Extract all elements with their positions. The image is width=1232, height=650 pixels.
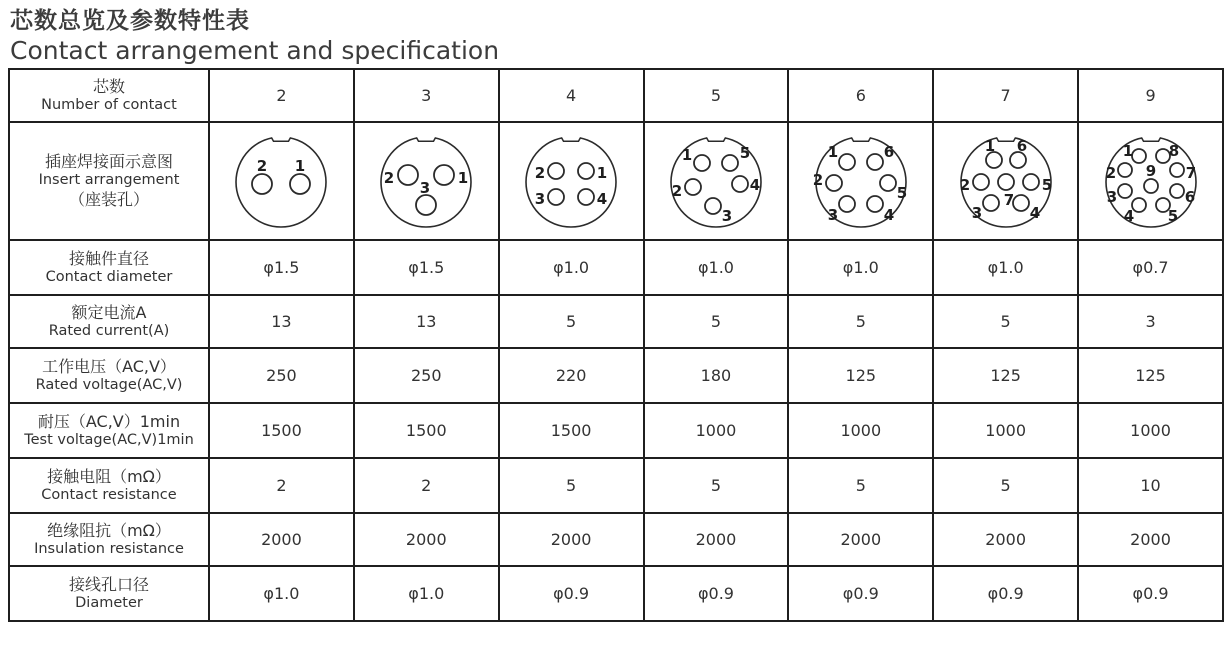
cell-contact_resistance-6pin: 5 — [788, 458, 933, 513]
page-title-en: Contact arrangement and specification — [10, 36, 500, 65]
pin-9-number-label: 9 — [1145, 162, 1156, 180]
cell-test_voltage-3pin: 1500 — [354, 403, 499, 458]
cell-contact_resistance-7pin: 5 — [933, 458, 1078, 513]
row-header-en: Contact resistance — [41, 486, 177, 503]
pin-3-hole-icon — [548, 189, 564, 205]
row-header-en: Insulation resistance — [34, 540, 184, 557]
cell-rated_current-5pin: 5 — [644, 295, 789, 348]
pin-6-number-label: 6 — [1184, 188, 1195, 206]
pin-3-number-label: 3 — [971, 204, 982, 222]
cell-test_voltage-7pin: 1000 — [933, 403, 1078, 458]
cell-rated_current-7pin: 5 — [933, 295, 1078, 348]
connector-face-3-pin — [366, 125, 486, 237]
row-header-wire_hole_diameter — [9, 566, 209, 621]
connector-face-6-pin — [801, 125, 921, 237]
pin-7-number-label: 7 — [1003, 191, 1014, 209]
pin-1-hole-icon — [578, 163, 594, 179]
pin-5-number-label: 5 — [739, 144, 751, 162]
row-header-en: Test voltage(AC,V)1min — [24, 431, 194, 448]
row-header-en: Contact diameter — [45, 268, 173, 285]
cell-wire_hole_diameter-7pin: φ0.9 — [933, 566, 1078, 621]
page-title-block — [0, 0, 1232, 68]
cell-rated_voltage-6pin: 125 — [788, 348, 933, 403]
connector-face-9-pin — [1091, 125, 1211, 237]
pin-3-number-label: 3 — [534, 190, 546, 208]
cell-contact_resistance-3pin: 2 — [354, 458, 499, 513]
row-header-rated_current — [9, 295, 209, 348]
cell-insulation_resistance-9pin: 2000 — [1078, 513, 1223, 566]
insert-arrangement-cell-3-pin — [354, 122, 499, 240]
table-row-wire_hole_diameter — [9, 566, 1223, 621]
cell-test_voltage-4pin: 1500 — [499, 403, 644, 458]
cell-insulation_resistance-6pin: 2000 — [788, 513, 933, 566]
pin-3-hole-icon — [705, 198, 721, 214]
insert-arrangement-cell-2-pin — [209, 122, 354, 240]
pin-4-hole-icon — [732, 176, 748, 192]
pin-2-hole-icon — [973, 174, 989, 190]
cell-contact_resistance-5pin: 5 — [644, 458, 789, 513]
row-header-en: Number of contact — [41, 96, 177, 113]
pin-4-hole-icon — [867, 196, 883, 212]
contact-specification-table — [8, 68, 1224, 622]
row-header-zh: 接触电阻（mΩ） — [47, 466, 171, 486]
connector-face-2-pin — [221, 125, 341, 237]
pin-2-hole-icon — [685, 179, 701, 195]
cell-rated_current-3pin: 13 — [354, 295, 499, 348]
pin-5-hole-icon — [722, 155, 738, 171]
pin-1-number-label: 1 — [827, 143, 839, 161]
pin-1-number-label: 1 — [681, 146, 693, 164]
connector-face-5-pin — [656, 125, 776, 237]
cell-rated_current-9pin: 3 — [1078, 295, 1223, 348]
insert-arrangement-cell-9-pin — [1078, 122, 1223, 240]
insert-arrangement-cell-6-pin — [788, 122, 933, 240]
page-title-zh: 芯数总览及参数特性表 — [10, 8, 250, 34]
table-row-diagram — [9, 122, 1223, 240]
pin-2-hole-icon — [398, 165, 418, 185]
pin-2-number-label: 2 — [671, 182, 683, 200]
insert-arrangement-cell-4-pin — [499, 122, 644, 240]
cell-wire_hole_diameter-4pin: φ0.9 — [499, 566, 644, 621]
row-header-zh: 绝缘阻抗（mΩ） — [47, 520, 171, 540]
pin-1-number-label: 1 — [295, 157, 306, 175]
pin-4-number-label: 4 — [749, 176, 761, 194]
cell-contact_diameter-3pin: φ1.5 — [354, 240, 499, 295]
pin-6-number-label: 6 — [1016, 137, 1027, 155]
contact-specification-table-body — [9, 69, 1223, 621]
cell-contact_diameter-7pin: φ1.0 — [933, 240, 1078, 295]
pin-3-hole-icon — [416, 195, 436, 215]
pin-5-number-label: 5 — [1041, 176, 1052, 194]
cell-wire_hole_diameter-9pin: φ0.9 — [1078, 566, 1223, 621]
pin-5-hole-icon — [1023, 174, 1039, 190]
cell-contact_resistance-9pin: 10 — [1078, 458, 1223, 513]
cell-rated_voltage-3pin: 250 — [354, 348, 499, 403]
cell-contact_diameter-9pin: φ0.7 — [1078, 240, 1223, 295]
pin-5-number-label: 5 — [896, 184, 908, 202]
cell-contact_diameter-6pin: φ1.0 — [788, 240, 933, 295]
connector-face-4-pin — [511, 125, 631, 237]
cell-contacts-7pin: 7 — [933, 69, 1078, 122]
pin-2-hole-icon — [548, 163, 564, 179]
cell-insulation_resistance-4pin: 2000 — [499, 513, 644, 566]
cell-contacts-9pin: 9 — [1078, 69, 1223, 122]
cell-contacts-6pin: 6 — [788, 69, 933, 122]
pin-2-number-label: 2 — [534, 164, 546, 182]
table-row-rated_voltage — [9, 348, 1223, 403]
cell-contact_diameter-4pin: φ1.0 — [499, 240, 644, 295]
row-header-note: （座装孔） — [68, 189, 149, 209]
pin-1-hole-icon — [434, 165, 454, 185]
connector-face-7-pin — [946, 125, 1066, 237]
pin-1-number-label: 1 — [1122, 142, 1133, 160]
row-header-test_voltage — [9, 403, 209, 458]
table-row-contact_resistance — [9, 458, 1223, 513]
row-header-en: Rated current(A) — [48, 322, 170, 339]
row-header-zh: 额定电流A — [71, 302, 147, 322]
pin-3-number-label: 3 — [420, 179, 431, 197]
pin-3-number-label: 3 — [1106, 188, 1117, 206]
cell-insulation_resistance-2pin: 2000 — [209, 513, 354, 566]
pin-4-hole-icon — [578, 189, 594, 205]
pin-7-hole-icon — [998, 174, 1014, 190]
pin-6-hole-icon — [867, 154, 883, 170]
table-row-test_voltage — [9, 403, 1223, 458]
row-header-zh: 插座焊接面示意图 — [44, 152, 173, 172]
pin-7-hole-icon — [1170, 163, 1184, 177]
pin-2-hole-icon — [826, 175, 842, 191]
pin-6-number-label: 6 — [883, 143, 895, 161]
row-header-contacts — [9, 69, 209, 122]
pin-4-number-label: 4 — [883, 206, 895, 224]
pin-3-hole-icon — [839, 196, 855, 212]
cell-rated_voltage-7pin: 125 — [933, 348, 1078, 403]
cell-insulation_resistance-5pin: 2000 — [644, 513, 789, 566]
table-row-contacts — [9, 69, 1223, 122]
row-header-zh: 芯数 — [92, 76, 125, 96]
row-header-rated_voltage — [9, 348, 209, 403]
pin-3-hole-icon — [1118, 184, 1132, 198]
pin-2-number-label: 2 — [812, 171, 824, 189]
cell-rated_current-4pin: 5 — [499, 295, 644, 348]
row-header-insulation_resistance — [9, 513, 209, 566]
pin-4-hole-icon — [1013, 195, 1029, 211]
cell-test_voltage-9pin: 1000 — [1078, 403, 1223, 458]
pin-5-number-label: 5 — [1167, 207, 1178, 225]
cell-rated_current-2pin: 13 — [209, 295, 354, 348]
pin-5-hole-icon — [880, 175, 896, 191]
pin-1-number-label: 1 — [458, 169, 469, 187]
cell-insulation_resistance-7pin: 2000 — [933, 513, 1078, 566]
cell-contact_diameter-5pin: φ1.0 — [644, 240, 789, 295]
cell-contact_resistance-2pin: 2 — [209, 458, 354, 513]
row-header-zh: 耐压（AC,V）1min — [37, 411, 181, 431]
row-header-en: Insert arrangement — [38, 172, 180, 189]
pin-1-hole-icon — [1132, 149, 1146, 163]
cell-wire_hole_diameter-6pin: φ0.9 — [788, 566, 933, 621]
cell-test_voltage-6pin: 1000 — [788, 403, 933, 458]
cell-contact_diameter-2pin: φ1.5 — [209, 240, 354, 295]
pin-1-hole-icon — [290, 174, 310, 194]
pin-2-hole-icon — [252, 174, 272, 194]
pin-1-hole-icon — [839, 154, 855, 170]
row-header-en: Rated voltage(AC,V) — [35, 376, 183, 393]
pin-2-hole-icon — [1118, 163, 1132, 177]
pin-1-number-label: 1 — [596, 164, 608, 182]
cell-contacts-2pin: 2 — [209, 69, 354, 122]
pin-4-number-label: 4 — [1123, 207, 1134, 225]
cell-rated_voltage-9pin: 125 — [1078, 348, 1223, 403]
insert-arrangement-cell-7-pin — [933, 122, 1078, 240]
table-row-contact_diameter — [9, 240, 1223, 295]
cell-rated_voltage-5pin: 180 — [644, 348, 789, 403]
cell-wire_hole_diameter-3pin: φ1.0 — [354, 566, 499, 621]
row-header-zh: 工作电压（AC,V） — [42, 356, 176, 376]
cell-wire_hole_diameter-2pin: φ1.0 — [209, 566, 354, 621]
pin-8-number-label: 8 — [1168, 142, 1179, 160]
pin-2-number-label: 2 — [257, 157, 268, 175]
cell-wire_hole_diameter-5pin: φ0.9 — [644, 566, 789, 621]
pin-7-number-label: 7 — [1185, 164, 1196, 182]
pin-9-hole-icon — [1144, 179, 1158, 193]
insert-arrangement-cell-5-pin — [644, 122, 789, 240]
row-header-contact_diameter — [9, 240, 209, 295]
pin-3-hole-icon — [983, 195, 999, 211]
row-header-zh: 接触件直径 — [68, 248, 149, 268]
table-row-rated_current — [9, 295, 1223, 348]
table-row-insulation_resistance — [9, 513, 1223, 566]
cell-test_voltage-2pin: 1500 — [209, 403, 354, 458]
pin-2-number-label: 2 — [1105, 164, 1116, 182]
pin-2-number-label: 2 — [959, 176, 970, 194]
pin-2-number-label: 2 — [384, 169, 395, 187]
pin-6-hole-icon — [1170, 184, 1184, 198]
row-header-diagram — [9, 122, 209, 240]
cell-rated_current-6pin: 5 — [788, 295, 933, 348]
cell-contact_resistance-4pin: 5 — [499, 458, 644, 513]
row-header-zh: 接线孔口径 — [68, 574, 149, 594]
pin-3-number-label: 3 — [721, 207, 733, 225]
pin-4-number-label: 4 — [1029, 204, 1040, 222]
cell-test_voltage-5pin: 1000 — [644, 403, 789, 458]
row-header-contact_resistance — [9, 458, 209, 513]
row-header-en: Diameter — [75, 594, 143, 611]
pin-1-hole-icon — [694, 155, 710, 171]
cell-contacts-3pin: 3 — [354, 69, 499, 122]
cell-rated_voltage-4pin: 220 — [499, 348, 644, 403]
cell-rated_voltage-2pin: 250 — [209, 348, 354, 403]
pin-4-number-label: 4 — [596, 190, 608, 208]
cell-insulation_resistance-3pin: 2000 — [354, 513, 499, 566]
cell-contacts-5pin: 5 — [644, 69, 789, 122]
cell-contacts-4pin: 4 — [499, 69, 644, 122]
pin-3-number-label: 3 — [827, 206, 839, 224]
pin-1-number-label: 1 — [984, 137, 995, 155]
